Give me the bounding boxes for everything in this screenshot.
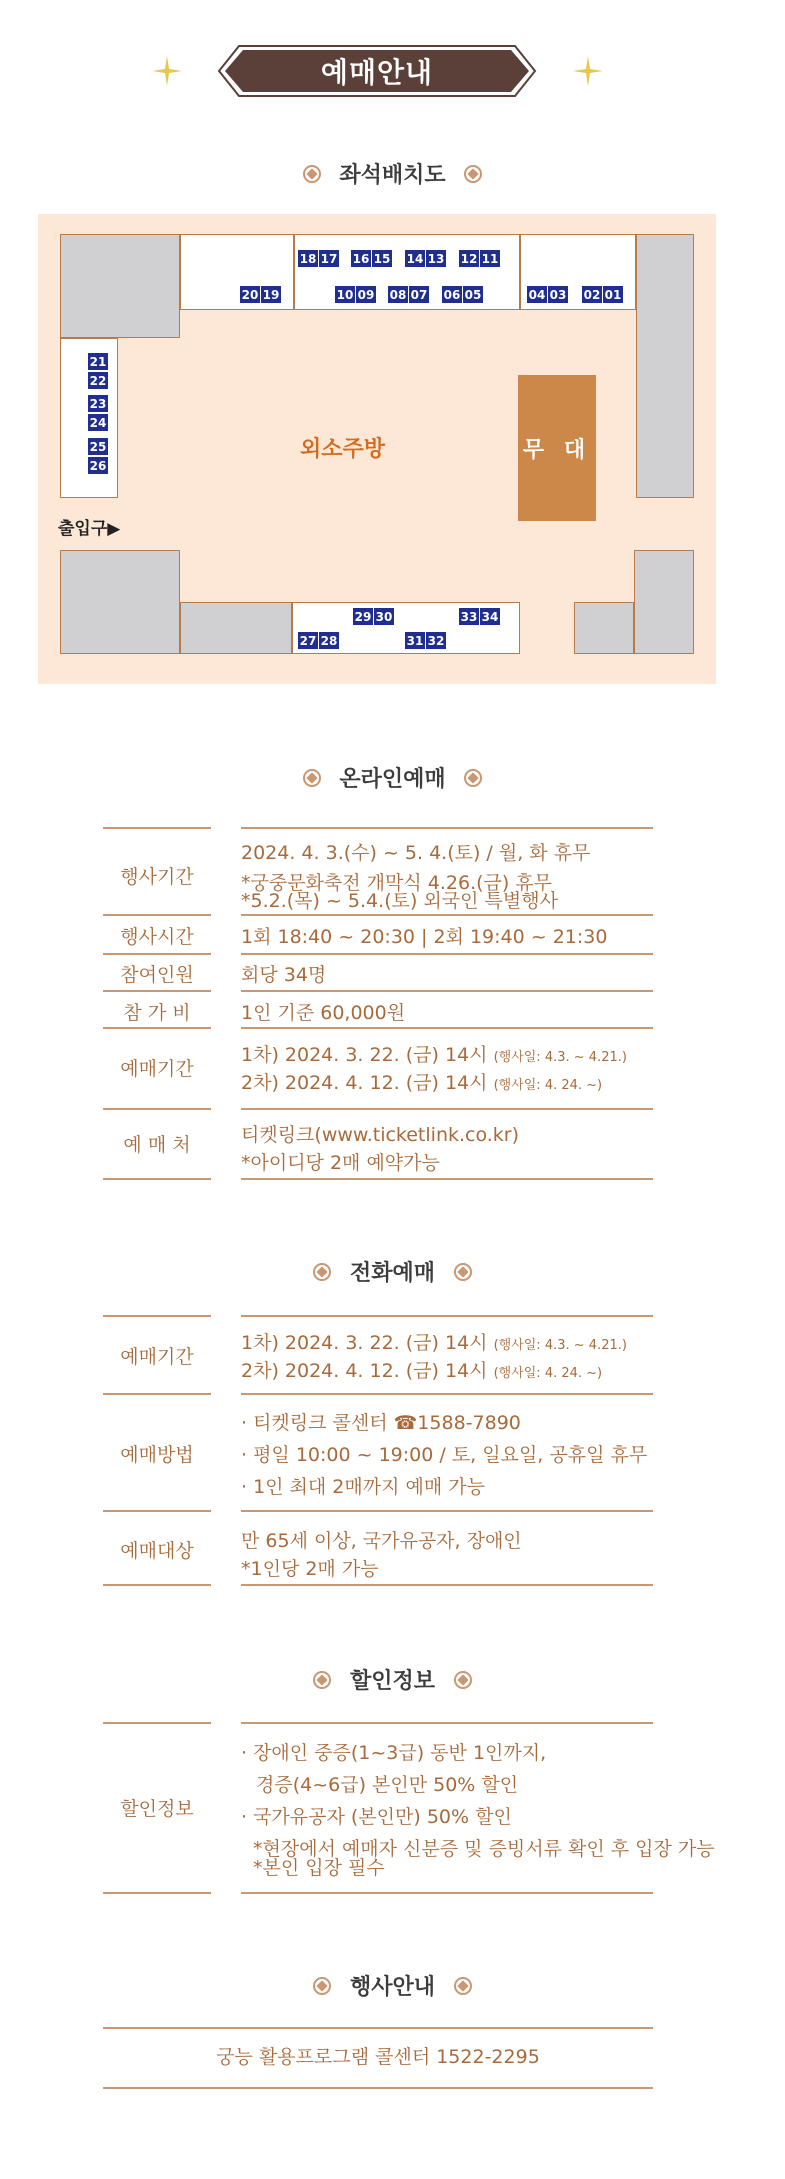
page-title: 예매안내 [320, 56, 434, 89]
row-value: 2차) 2024. 4. 12. (금) 14시 [241, 1360, 488, 1382]
row-label: 예 매 처 [123, 1134, 191, 1156]
ornament-icon [312, 1670, 332, 1690]
seating-section-title [0, 158, 785, 189]
online-section-title [0, 762, 785, 793]
seat[interactable]: 30 [375, 609, 393, 624]
row-note: (행사일: 4.3. ~ 4.21.) [493, 1050, 627, 1065]
gray-block [60, 550, 180, 654]
row-value: · 장애인 중증(1~3급) 동반 1인까지, [241, 1742, 547, 1764]
phone-row-method [103, 1408, 653, 1508]
seat[interactable]: 34 [481, 609, 499, 624]
seat[interactable]: 16 [352, 251, 370, 266]
seat[interactable]: 28 [320, 633, 338, 648]
ornament-icon [453, 1262, 473, 1282]
row-label: 예매방법 [120, 1444, 194, 1466]
seat[interactable]: 17 [320, 251, 338, 266]
row-value: · 국가유공자 (본인만) 50% 할인 [241, 1806, 512, 1828]
seat[interactable]: 15 [373, 251, 391, 266]
seat[interactable]: 08 [389, 287, 407, 302]
online-row-period [103, 838, 653, 914]
gray-block [634, 550, 694, 654]
entrance-label: 출입구▶ [58, 519, 121, 539]
ornament-icon [453, 1670, 473, 1690]
seating-map [38, 214, 716, 684]
seat[interactable]: 20 [241, 287, 259, 302]
seat[interactable]: 09 [357, 287, 375, 302]
discount-title: 할인정보 [349, 1669, 435, 1694]
row-label: 행사시간 [120, 926, 194, 948]
gray-block [180, 602, 292, 654]
gray-block [60, 234, 180, 338]
row-label: 참여인원 [120, 964, 194, 986]
ornament-icon [463, 164, 483, 184]
ornament-icon [302, 164, 322, 184]
row-note: *아이디당 2매 예약가능 [241, 1152, 440, 1174]
seat[interactable]: 10 [336, 287, 354, 302]
seat[interactable]: 33 [460, 609, 478, 624]
seat[interactable]: 03 [549, 287, 567, 302]
gray-block [574, 602, 634, 654]
phone-row-target [103, 1526, 653, 1586]
seat[interactable]: 14 [406, 251, 424, 266]
row-value: 1차) 2024. 3. 22. (금) 14시 [241, 1332, 488, 1354]
seat[interactable]: 22 [89, 373, 107, 388]
ornament-icon [312, 1262, 332, 1282]
event-section-title [0, 1970, 785, 2001]
page-title-banner [217, 44, 537, 98]
row-note: *5.2.(목) ~ 5.4.(토) 외국인 특별행사 [241, 890, 558, 912]
seat[interactable]: 26 [89, 458, 107, 473]
phone-title: 전화예매 [349, 1261, 435, 1286]
row-note: *본인 입장 필수 [253, 1857, 385, 1879]
row-value: 회당 34명 [241, 964, 327, 986]
seat[interactable]: 32 [427, 633, 445, 648]
kitchen-label: 외소주방 [300, 437, 386, 462]
row-value: 1회 18:40 ~ 20:30 | 2회 19:40 ~ 21:30 [241, 926, 608, 948]
row-value: 경증(4~6급) 본인만 50% 할인 [256, 1774, 519, 1796]
row-value: · 1인 최대 2매까지 예매 가능 [241, 1476, 485, 1498]
gray-block [636, 234, 694, 498]
row-note: (행사일: 4. 24. ~) [493, 1366, 603, 1381]
row-note: (행사일: 4. 24. ~) [493, 1078, 603, 1093]
row-note: *궁중문화축전 개막식 4.26.(금) 휴무 [241, 872, 553, 894]
sparkle-icon [150, 54, 184, 88]
seat[interactable]: 05 [464, 287, 482, 302]
online-row-vendor [103, 1120, 653, 1180]
seat[interactable]: 02 [583, 287, 601, 302]
seat[interactable]: 11 [481, 251, 499, 266]
online-row-people [103, 960, 653, 990]
phone-section-title [0, 1256, 785, 1287]
seat[interactable]: 25 [89, 439, 107, 454]
row-note: *현장에서 예매자 신분증 및 증빙서류 확인 후 입장 가능 [253, 1838, 715, 1860]
row-label: 예매대상 [120, 1540, 194, 1562]
seating-title: 좌석배치도 [339, 163, 446, 188]
ticketlink-link[interactable]: 티켓링크(www.ticketlink.co.kr) [241, 1124, 520, 1146]
seat[interactable]: 27 [299, 633, 317, 648]
online-title: 온라인예매 [339, 767, 446, 792]
row-value: 2차) 2024. 4. 12. (금) 14시 [241, 1072, 488, 1094]
seat[interactable]: 01 [604, 287, 622, 302]
seat[interactable]: 06 [443, 287, 461, 302]
row-note: (행사일: 4.3. ~ 4.21.) [493, 1338, 627, 1353]
ornament-icon [453, 1976, 473, 1996]
ornament-icon [302, 768, 322, 788]
event-title: 행사안내 [349, 1975, 435, 2000]
row-value: 1차) 2024. 3. 22. (금) 14시 [241, 1044, 488, 1066]
row-label: 행사기간 [120, 866, 194, 888]
row-value: 2024. 4. 3.(수) ~ 5. 4.(토) / 월, 화 휴무 [241, 842, 591, 864]
seat[interactable]: 23 [89, 396, 107, 411]
ornament-icon [312, 1976, 332, 1996]
row-label: 할인정보 [120, 1798, 194, 1820]
row-label: 예매기간 [120, 1058, 194, 1080]
online-row-time [103, 922, 653, 952]
phone-row-period [103, 1328, 653, 1398]
seat[interactable]: 07 [410, 287, 428, 302]
row-note: *1인당 2매 가능 [241, 1558, 379, 1580]
row-label: 참 가 비 [123, 1002, 191, 1024]
discount-section-title [0, 1664, 785, 1695]
row-label: 예매기간 [120, 1346, 194, 1368]
seat[interactable]: 04 [528, 287, 546, 302]
seat[interactable]: 18 [299, 251, 317, 266]
sparkle-icon [571, 54, 605, 88]
seat[interactable]: 31 [406, 633, 424, 648]
online-row-booking-period [103, 1040, 653, 1110]
online-row-fee [103, 998, 653, 1028]
seat[interactable]: 12 [460, 251, 478, 266]
row-value: 1인 기준 60,000원 [241, 1002, 406, 1024]
ornament-icon [463, 768, 483, 788]
row-value: · 티켓링크 콜센터 ☎1588-7890 [241, 1412, 521, 1434]
seat[interactable]: 21 [89, 354, 107, 369]
seat[interactable]: 13 [427, 251, 445, 266]
event-contact: 궁능 활용프로그램 콜센터 1522-2295 [216, 2046, 540, 2068]
seat[interactable]: 29 [354, 609, 372, 624]
seat[interactable]: 24 [89, 415, 107, 430]
discount-row [103, 1738, 715, 1888]
row-value: · 평일 10:00 ~ 19:00 / 토, 일요일, 공휴일 휴무 [241, 1444, 648, 1466]
stage: 무 대 [518, 375, 596, 521]
row-value: 만 65세 이상, 국가유공자, 장애인 [241, 1530, 522, 1552]
seat[interactable]: 19 [262, 287, 280, 302]
